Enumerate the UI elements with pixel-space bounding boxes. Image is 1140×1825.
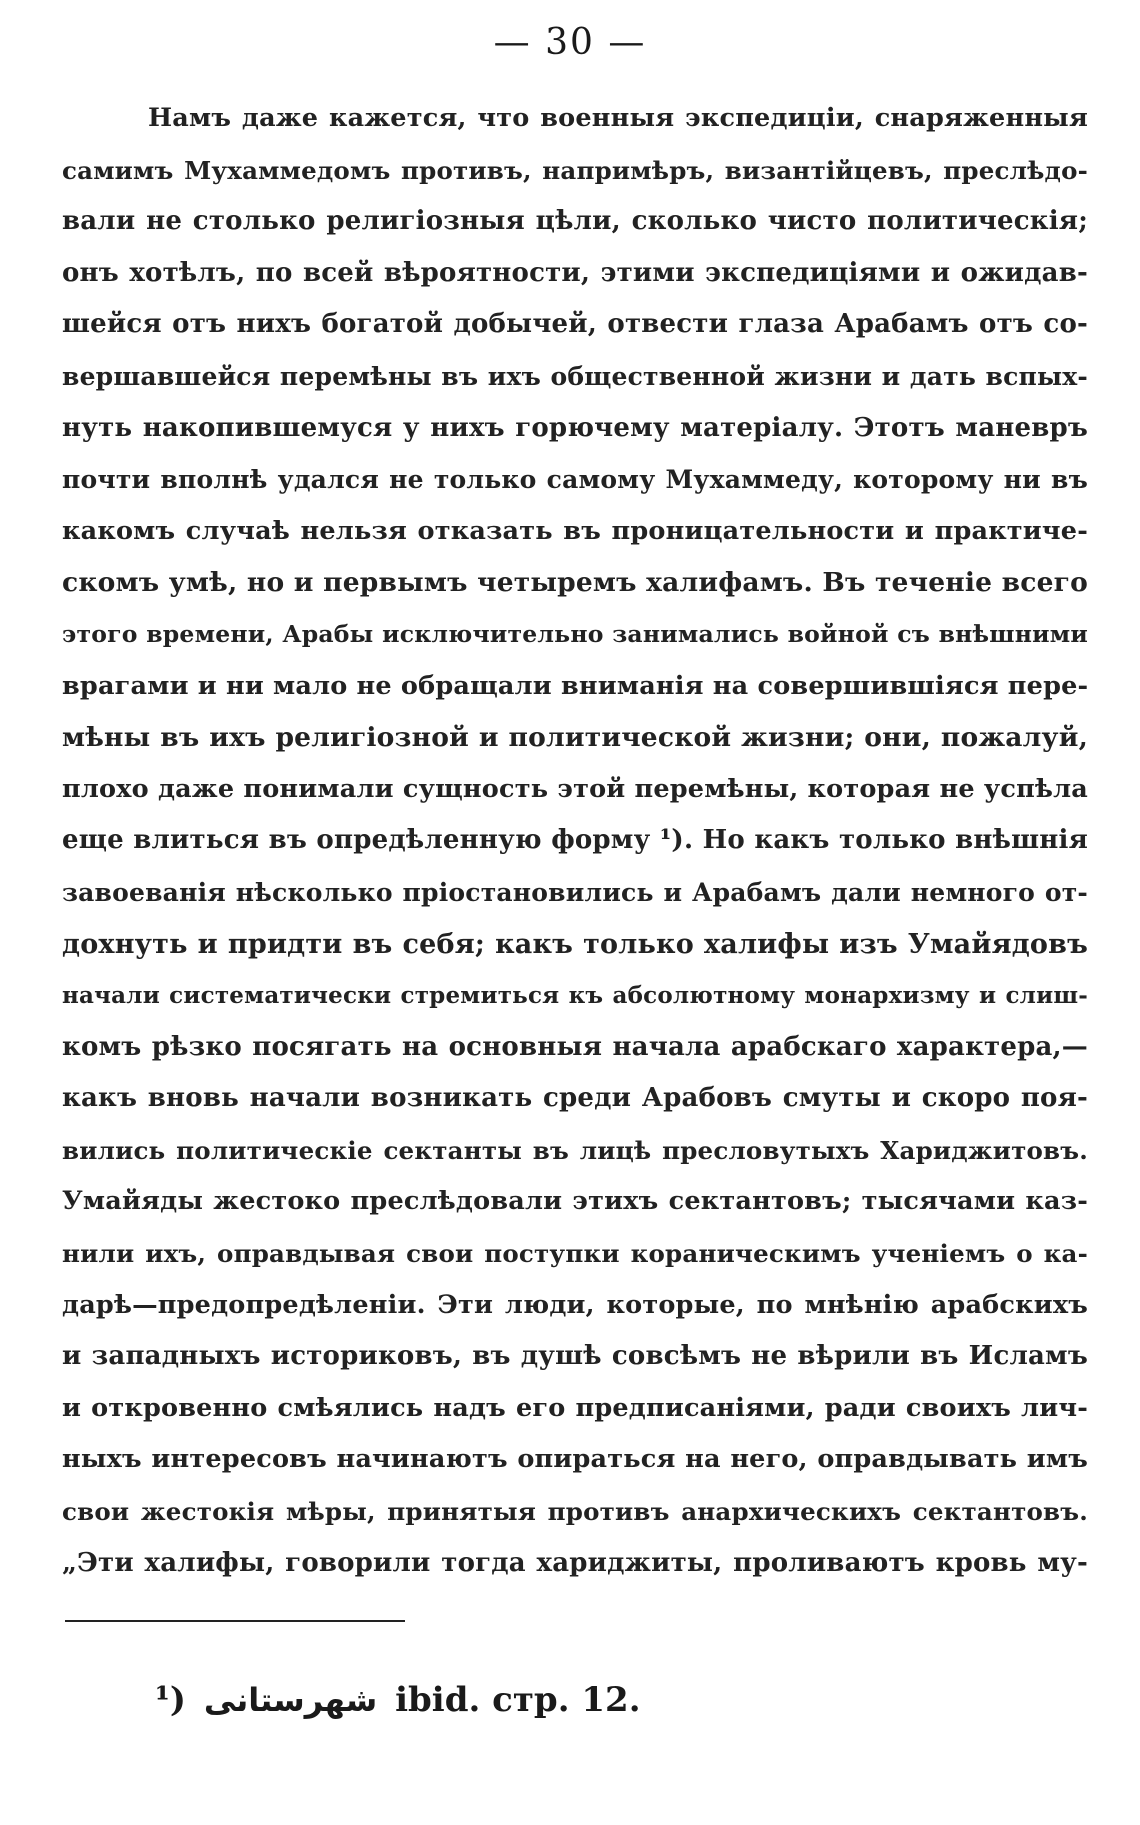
text-line: шейся отъ нихъ богатой добычей, отвести глаза Арабамъ отъ со- [62, 309, 1088, 340]
text-line: вершавшейся перемѣны въ ихъ общественной жизни и дать вспых- [62, 361, 1088, 391]
footnote-marker: ¹) [155, 1680, 186, 1720]
text-line: какъ вновь начали возникать среди Арабовъ смуты и скоро поя- [62, 1083, 1088, 1114]
footnote-divider [65, 1620, 405, 1622]
text-line: почти вполнѣ удался не только самому Мухаммеду, которому ни въ [62, 465, 1088, 495]
text-line: скомъ умѣ, но и первымъ четыремъ халифамъ. Въ теченіе всего [62, 567, 1088, 599]
text-line: ныхъ интересовъ начинаютъ опираться на него, оправдывать имъ [62, 1444, 1088, 1475]
footnote [155, 1680, 641, 1720]
text-line: Намъ даже кажется, что военныя экспедиціи, снаряженныя [148, 103, 1088, 133]
text-line: плохо даже понимали сущность этой перемѣны, которая не успѣла [62, 773, 1088, 804]
text-line: нили ихъ, оправдывая свои поступки кораническимъ ученіемъ о ка- [62, 1239, 1088, 1269]
text-line: вились политическіе сектанты въ лицѣ пресловутыхъ Хариджитовъ. [62, 1135, 1088, 1165]
text-line: завоеванія нѣсколько пріостановились и Арабамъ дали немного от- [62, 877, 1088, 907]
footnote-arabic-text: شهرستانى [203, 1681, 378, 1719]
text-line: этого времени, Арабы исключительно занимались войной съ внѣшними [62, 619, 1088, 648]
text-line: и западныхъ историковъ, въ душѣ совсѣмъ не вѣрили въ Исламъ [62, 1341, 1088, 1372]
text-line: свои жестокія мѣры, принятыя противъ анархическихъ сектантовъ. [62, 1497, 1088, 1527]
page-number: — 30 — [493, 22, 647, 63]
text-line: самимъ Мухаммедомъ противъ, напримѣръ, византійцевъ, преслѣдо- [62, 155, 1088, 185]
text-line: и откровенно смѣялись надъ его предписаніями, ради своихъ лич- [62, 1392, 1088, 1423]
text-line: Умайяды жестоко преслѣдовали этихъ сектантовъ; тысячами каз- [62, 1186, 1088, 1217]
footnote-text: ibid. стр. 12. [395, 1680, 641, 1720]
text-line: мѣны въ ихъ религіозной и политической жизни; они, пожалуй, [62, 722, 1088, 754]
text-line: еще влиться въ опредѣленную форму ¹). Но какъ только внѣшнія [62, 825, 1088, 856]
text-line: комъ рѣзко посягать на основныя начала арабскаго характера,— [62, 1031, 1088, 1062]
text-line: начали систематически стремиться къ абсолютному монархизму и слиш- [62, 982, 1088, 1010]
text-line: „Эти халифы, говорили тогда хариджиты, проливаютъ кровь му- [62, 1547, 1088, 1578]
body-text [62, 93, 1088, 1589]
text-line: вали не столько религіозныя цѣли, сколько чисто политическія; [62, 206, 1088, 237]
text-line: какомъ случаѣ нельзя отказать въ проницательности и практиче- [62, 515, 1088, 546]
text-line: нуть накопившемуся у нихъ горючему матеріалу. Этотъ маневръ [62, 412, 1088, 443]
text-line: онъ хотѣлъ, по всей вѣроятности, этими экспедиціями и ожидав- [62, 257, 1088, 288]
text-line: дарѣ—предопредѣленіи. Эти люди, которые, по мнѣнію арабскихъ [62, 1289, 1088, 1320]
text-line: врагами и ни мало не обращали вниманія на совершившіяся пере- [62, 670, 1088, 701]
text-line: дохнуть и придти въ себя; какъ только халифы изъ Умайядовъ [62, 928, 1088, 960]
